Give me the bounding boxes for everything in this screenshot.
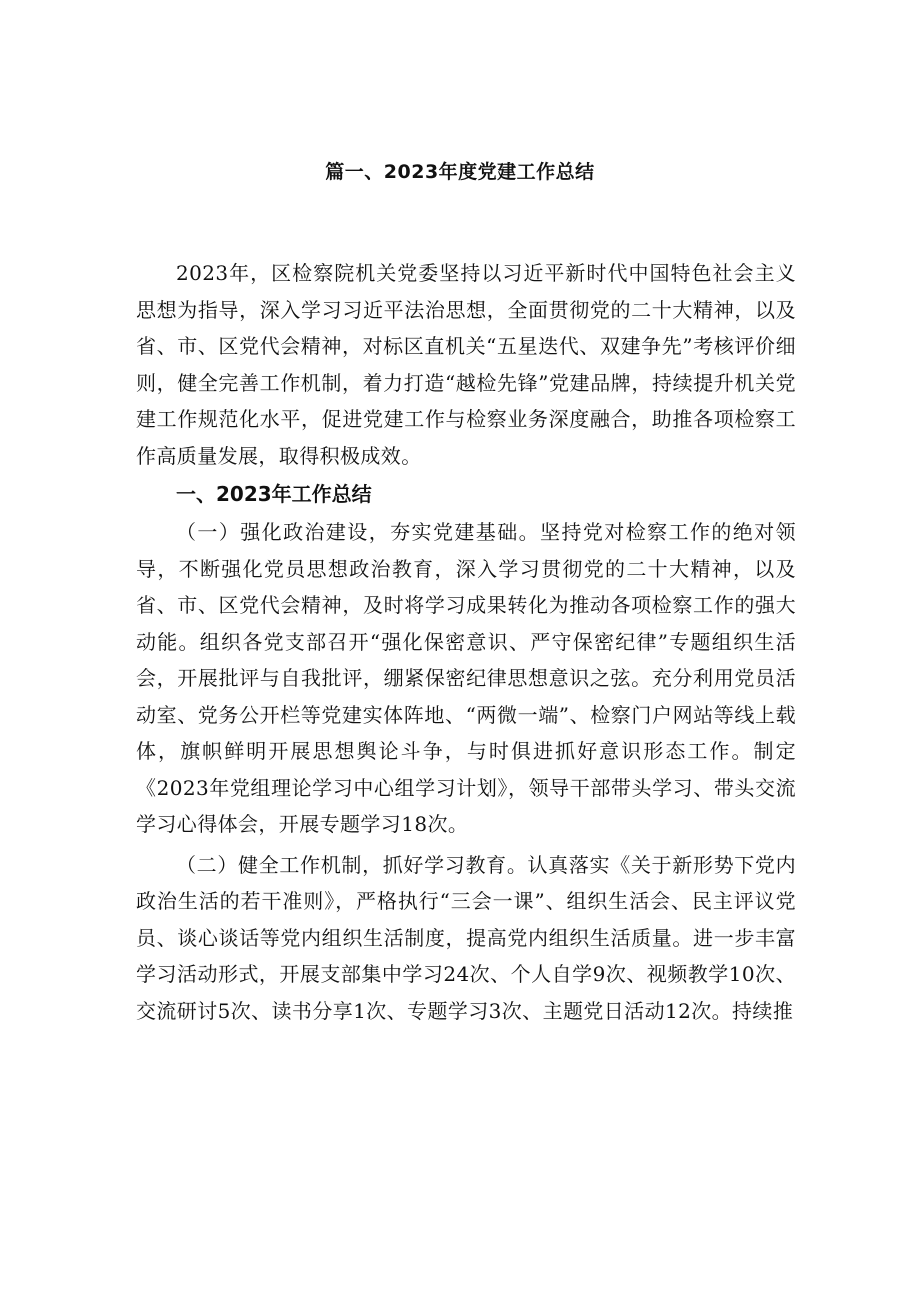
document-body (136, 255, 796, 1029)
document-title: 篇一、2023年度党建工作总结 (325, 161, 595, 183)
section-heading: 一、2023年工作总结 (176, 482, 372, 506)
paragraph-item-2: （二）健全工作机制，抓好学习教育。认真落实《关于新形势下党内政治生活的若干准则》，严格执行“三会一课”、组织生活会、民主评议党员、谈心谈话等党内组织生活制度，提高党内组织生活质量。进一步丰富学习活动形式，开展支部集中学习24次、个人自学9次、视频教学10次、交流研讨5次、读书分享1次、专题学习3次、主题党日活动12次。持续推 (136, 852, 796, 1023)
intro-paragraph: 2023年，区检察院机关党委坚持以习近平新时代中国特色社会主义思想为指导，深入学习习近平法治思想，全面贯彻党的二十大精神，以及省、市、区党代会精神，对标区直机关“五星迭代、双建争先”考核评价细则，健全完善工作机制，着力打造“越检先锋”党建品牌，持续提升机关党建工作规范化水平，促进党建工作与检察业务深度融合，助推各项检察工作高质量发展，取得积极成效。 (136, 261, 796, 468)
paragraph-item-1: （一）强化政治建设，夯实党建基础。坚持党对检察工作的绝对领导，不断强化党员思想政治教育，深入学习贯彻党的二十大精神，以及省、市、区党代会精神，及时将学习成果转化为推动各项检察工作的强大动能。组织各党支部召开“强化保密意识、严守保密纪律”专题组织生活会，开展批评与自我批评，绷紧保密纪律思想意识之弦。充分利用党员活动室、党务公开栏等党建实体阵地、“两微一端”、检察门户网站等线上载体，旗帜鲜明开展思想舆论斗争，与时俱进抓好意识形态工作。制定《2023年党组理论学习中心组学习计划》，领导干部带头学习、带头交流学习心得体会，开展专题学习18次。 (136, 520, 796, 836)
